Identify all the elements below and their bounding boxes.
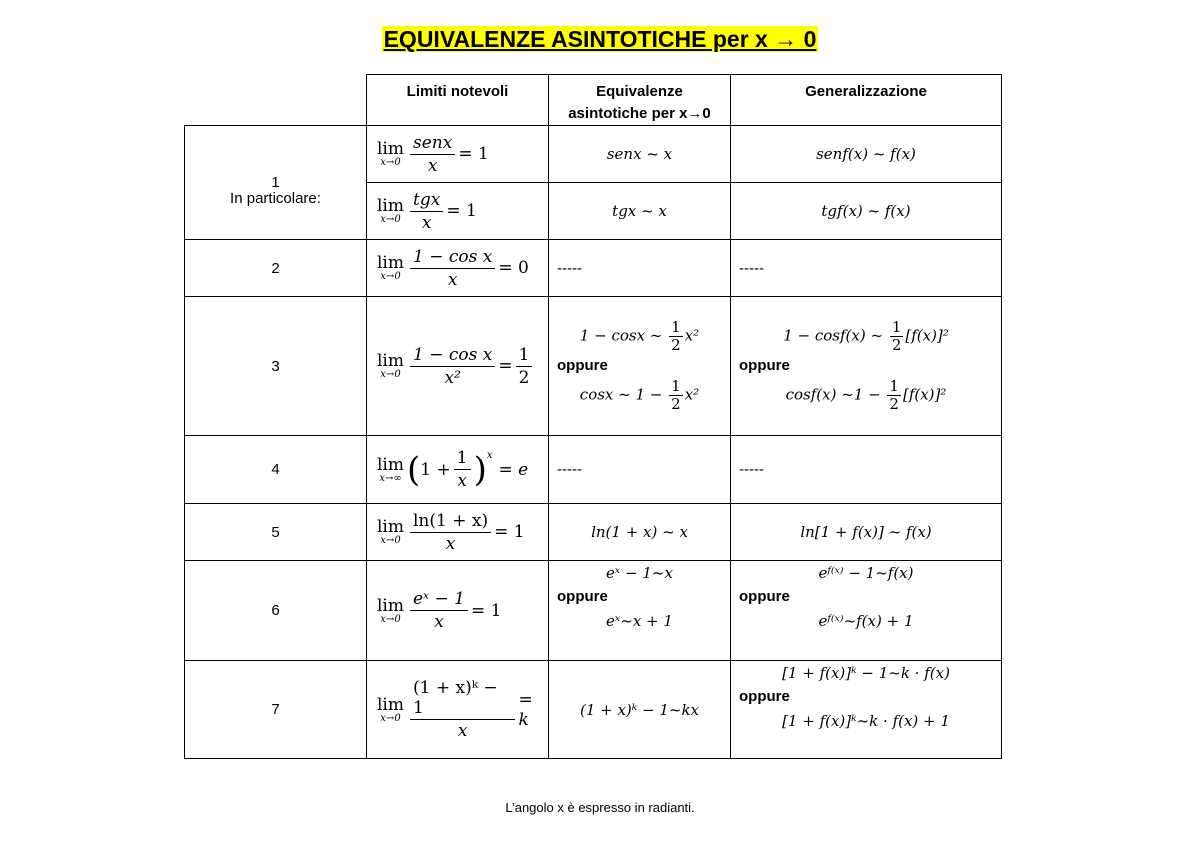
lim-subscript: x→0 [380, 535, 401, 546]
limit-denominator: x [421, 212, 432, 233]
table-row-7 [185, 661, 1002, 759]
limit-formula [377, 511, 525, 554]
row-number-cell [185, 504, 367, 561]
limit-formula [377, 133, 489, 176]
equivalence-line: eˣ~x + 1 [606, 612, 673, 630]
table-row-3 [185, 297, 1002, 436]
lim-subscript: x→0 [380, 157, 401, 168]
row-sublabel: In particolare: [230, 190, 321, 207]
table-row-6 [185, 561, 1002, 661]
limit-formula: lim x→0 $\frac{\text{1 − cos x}}{\text{x²}}$ = $\frac{1}{2}$ [377, 345, 535, 388]
header-equivalenze-line2: asintotiche per x→0 [568, 105, 711, 122]
equivalences-table [184, 74, 1002, 759]
lim-subscript: x→0 [380, 712, 401, 724]
page-title [0, 26, 1200, 53]
equivalence-part: cosx ~ 1 − [579, 385, 663, 404]
limit-formula [377, 247, 529, 290]
oppure-label: oppure [557, 588, 608, 605]
oppure-label: oppure [557, 357, 608, 374]
header-generalizzazione: Generalizzazione [731, 75, 1002, 126]
limit-formula [377, 589, 501, 632]
limit-rhs-numerator: 1 [516, 345, 533, 367]
equivalence-line: eˣ − 1~x [606, 564, 673, 582]
lim-word: lim [377, 253, 404, 273]
footer-note: L’angolo x è espresso in radianti. [505, 800, 695, 815]
limit-denominator: x [434, 612, 444, 632]
equivalence-part: x² [684, 385, 700, 404]
half-den: 2 [889, 395, 899, 413]
equivalence-part: 1 − cosx ~ [579, 326, 663, 345]
equivalence-cell [549, 297, 731, 436]
generalization-line: eᶠ⁽ˣ⁾~f(x) + 1 [818, 612, 914, 630]
table-row-1 [185, 126, 1002, 183]
limit-rhs-denominator: 2 [518, 367, 530, 388]
generalization-cell: ----- [731, 240, 1002, 297]
title-text: EQUIVALENZE ASINTOTICHE per x → 0 [383, 26, 817, 52]
lim-subscript: x→0 [380, 271, 401, 282]
table-row-4 [185, 436, 1002, 504]
row-number: 6 [271, 602, 280, 619]
lim-subscript: x→0 [380, 214, 401, 225]
limit-rhs: = 1 [470, 600, 502, 621]
limit-numerator: senx [410, 133, 455, 155]
half-den: 2 [671, 336, 681, 354]
limit-inner: 1 + [420, 459, 451, 480]
generalization-cell: ln[1 + f(x)] ~ f(x) [731, 504, 1002, 561]
limit-denominator: x [457, 721, 468, 741]
equivalence-cell [549, 561, 731, 661]
limit-numerator: tgx [410, 190, 443, 212]
row-number: 7 [271, 701, 280, 718]
generalization-part: 1 − cosf(x) ~ [783, 326, 884, 345]
half-num: 1 [671, 377, 681, 395]
limit-numerator: eˣ − 1 [410, 589, 468, 611]
half-den: 2 [891, 336, 902, 354]
generalization-cell: senf(x) ~ f(x) [731, 126, 1002, 183]
limit-cell [367, 504, 549, 561]
row-number-cell [185, 561, 367, 661]
generalization-cell: ----- [731, 436, 1002, 504]
half-num: 1 [891, 318, 902, 336]
oppure-label: oppure [739, 688, 790, 705]
header-equivalenze-line1: Equivalenze [596, 83, 683, 100]
equivalence-cell: ----- [549, 240, 731, 297]
row-number: 2 [271, 259, 280, 277]
lim-word: lim [377, 139, 404, 159]
limit-denominator: x [457, 471, 467, 491]
limit-exponent: x [486, 450, 493, 461]
lim-subscript: x→∞ [379, 472, 402, 484]
header-row [185, 75, 1002, 126]
equivalence-cell: tgx ~ x [549, 183, 731, 240]
row-number: 1 [271, 174, 280, 191]
limit-rhs: = 1 [458, 144, 489, 164]
limit-rhs: = e [498, 459, 529, 480]
oppure-label: oppure [739, 588, 790, 605]
generalization-part: [f(x)]² [902, 385, 947, 404]
equivalence-cell: ----- [549, 436, 731, 504]
limit-numerator: 1 − cos x [410, 345, 495, 367]
lim-word: lim [377, 595, 404, 616]
row-number: 3 [271, 357, 280, 375]
row-number-cell [185, 436, 367, 504]
generalization-cell [731, 297, 1002, 436]
limit-numerator: ln(1 + x) [410, 511, 491, 533]
equivalence-part: x² [684, 326, 700, 345]
header-blank-cell [185, 75, 367, 126]
row-number-cell [185, 240, 367, 297]
half-num: 1 [889, 377, 899, 395]
limit-numerator: (1 + x)ᵏ − 1 [410, 678, 515, 720]
generalization-line: [1 + f(x)]ᵏ − 1~k · f(x) [782, 664, 950, 682]
row-number-cell [185, 661, 367, 759]
row-number-cell [185, 126, 367, 240]
limit-cell [367, 561, 549, 661]
equivalence-cell: senx ~ x [549, 126, 731, 183]
limit-denominator: x [427, 155, 438, 176]
generalization-cell [731, 661, 1002, 759]
row-number: 4 [271, 461, 280, 478]
header-limiti-notevoli: Limiti notevoli [367, 75, 549, 126]
lim-subscript: x→0 [380, 613, 401, 625]
generalization-part: [f(x)]² [905, 326, 949, 345]
limit-denominator: x² [444, 367, 461, 388]
limit-cell [367, 240, 549, 297]
generalization-line: eᶠ⁽ˣ⁾ − 1~f(x) [818, 564, 914, 582]
generalization-cell [731, 561, 1002, 661]
limit-formula: lim x→∞ ( 1 + $\frac{1}{x}$ ) $^x$ = e [377, 448, 529, 491]
table-row-5 [185, 504, 1002, 561]
half-den: 2 [671, 395, 681, 413]
row-number-cell [185, 297, 367, 436]
limit-formula [377, 190, 477, 233]
equivalence-cell: (1 + x)ᵏ − 1~kx [549, 661, 731, 759]
limit-rhs: = k [518, 689, 533, 730]
limit-formula [377, 678, 548, 741]
limit-denominator: x [447, 269, 458, 290]
half-num: 1 [671, 318, 681, 336]
limit-rhs: = 1 [446, 201, 477, 221]
lim-word: lim [377, 454, 404, 475]
oppure-label: oppure [739, 357, 790, 374]
row-number: 5 [271, 523, 280, 541]
lim-word: lim [377, 694, 404, 715]
limit-cell [367, 436, 549, 504]
table-row-2 [185, 240, 1002, 297]
lim-word: lim [377, 517, 404, 537]
lim-word: lim [377, 196, 404, 216]
limit-cell [367, 126, 549, 183]
header-equivalenze [549, 75, 731, 126]
limit-denominator: x [445, 533, 456, 554]
generalization-line: [1 + f(x)]ᵏ~k · f(x) + 1 [782, 712, 950, 730]
limit-rhs: = 1 [494, 522, 525, 542]
lim-word: lim [377, 351, 404, 371]
limit-rhs: = 0 [498, 258, 529, 278]
limit-numerator: 1 [454, 448, 471, 470]
limit-cell [367, 661, 549, 759]
limit-cell [367, 297, 549, 436]
generalization-cell: tgf(x) ~ f(x) [731, 183, 1002, 240]
equivalence-cell: ln(1 + x) ~ x [549, 504, 731, 561]
limit-numerator: 1 − cos x [410, 247, 495, 269]
lim-subscript: x→0 [380, 369, 401, 380]
generalization-part: cosf(x) ~1 − [785, 385, 881, 404]
limit-cell [367, 183, 549, 240]
